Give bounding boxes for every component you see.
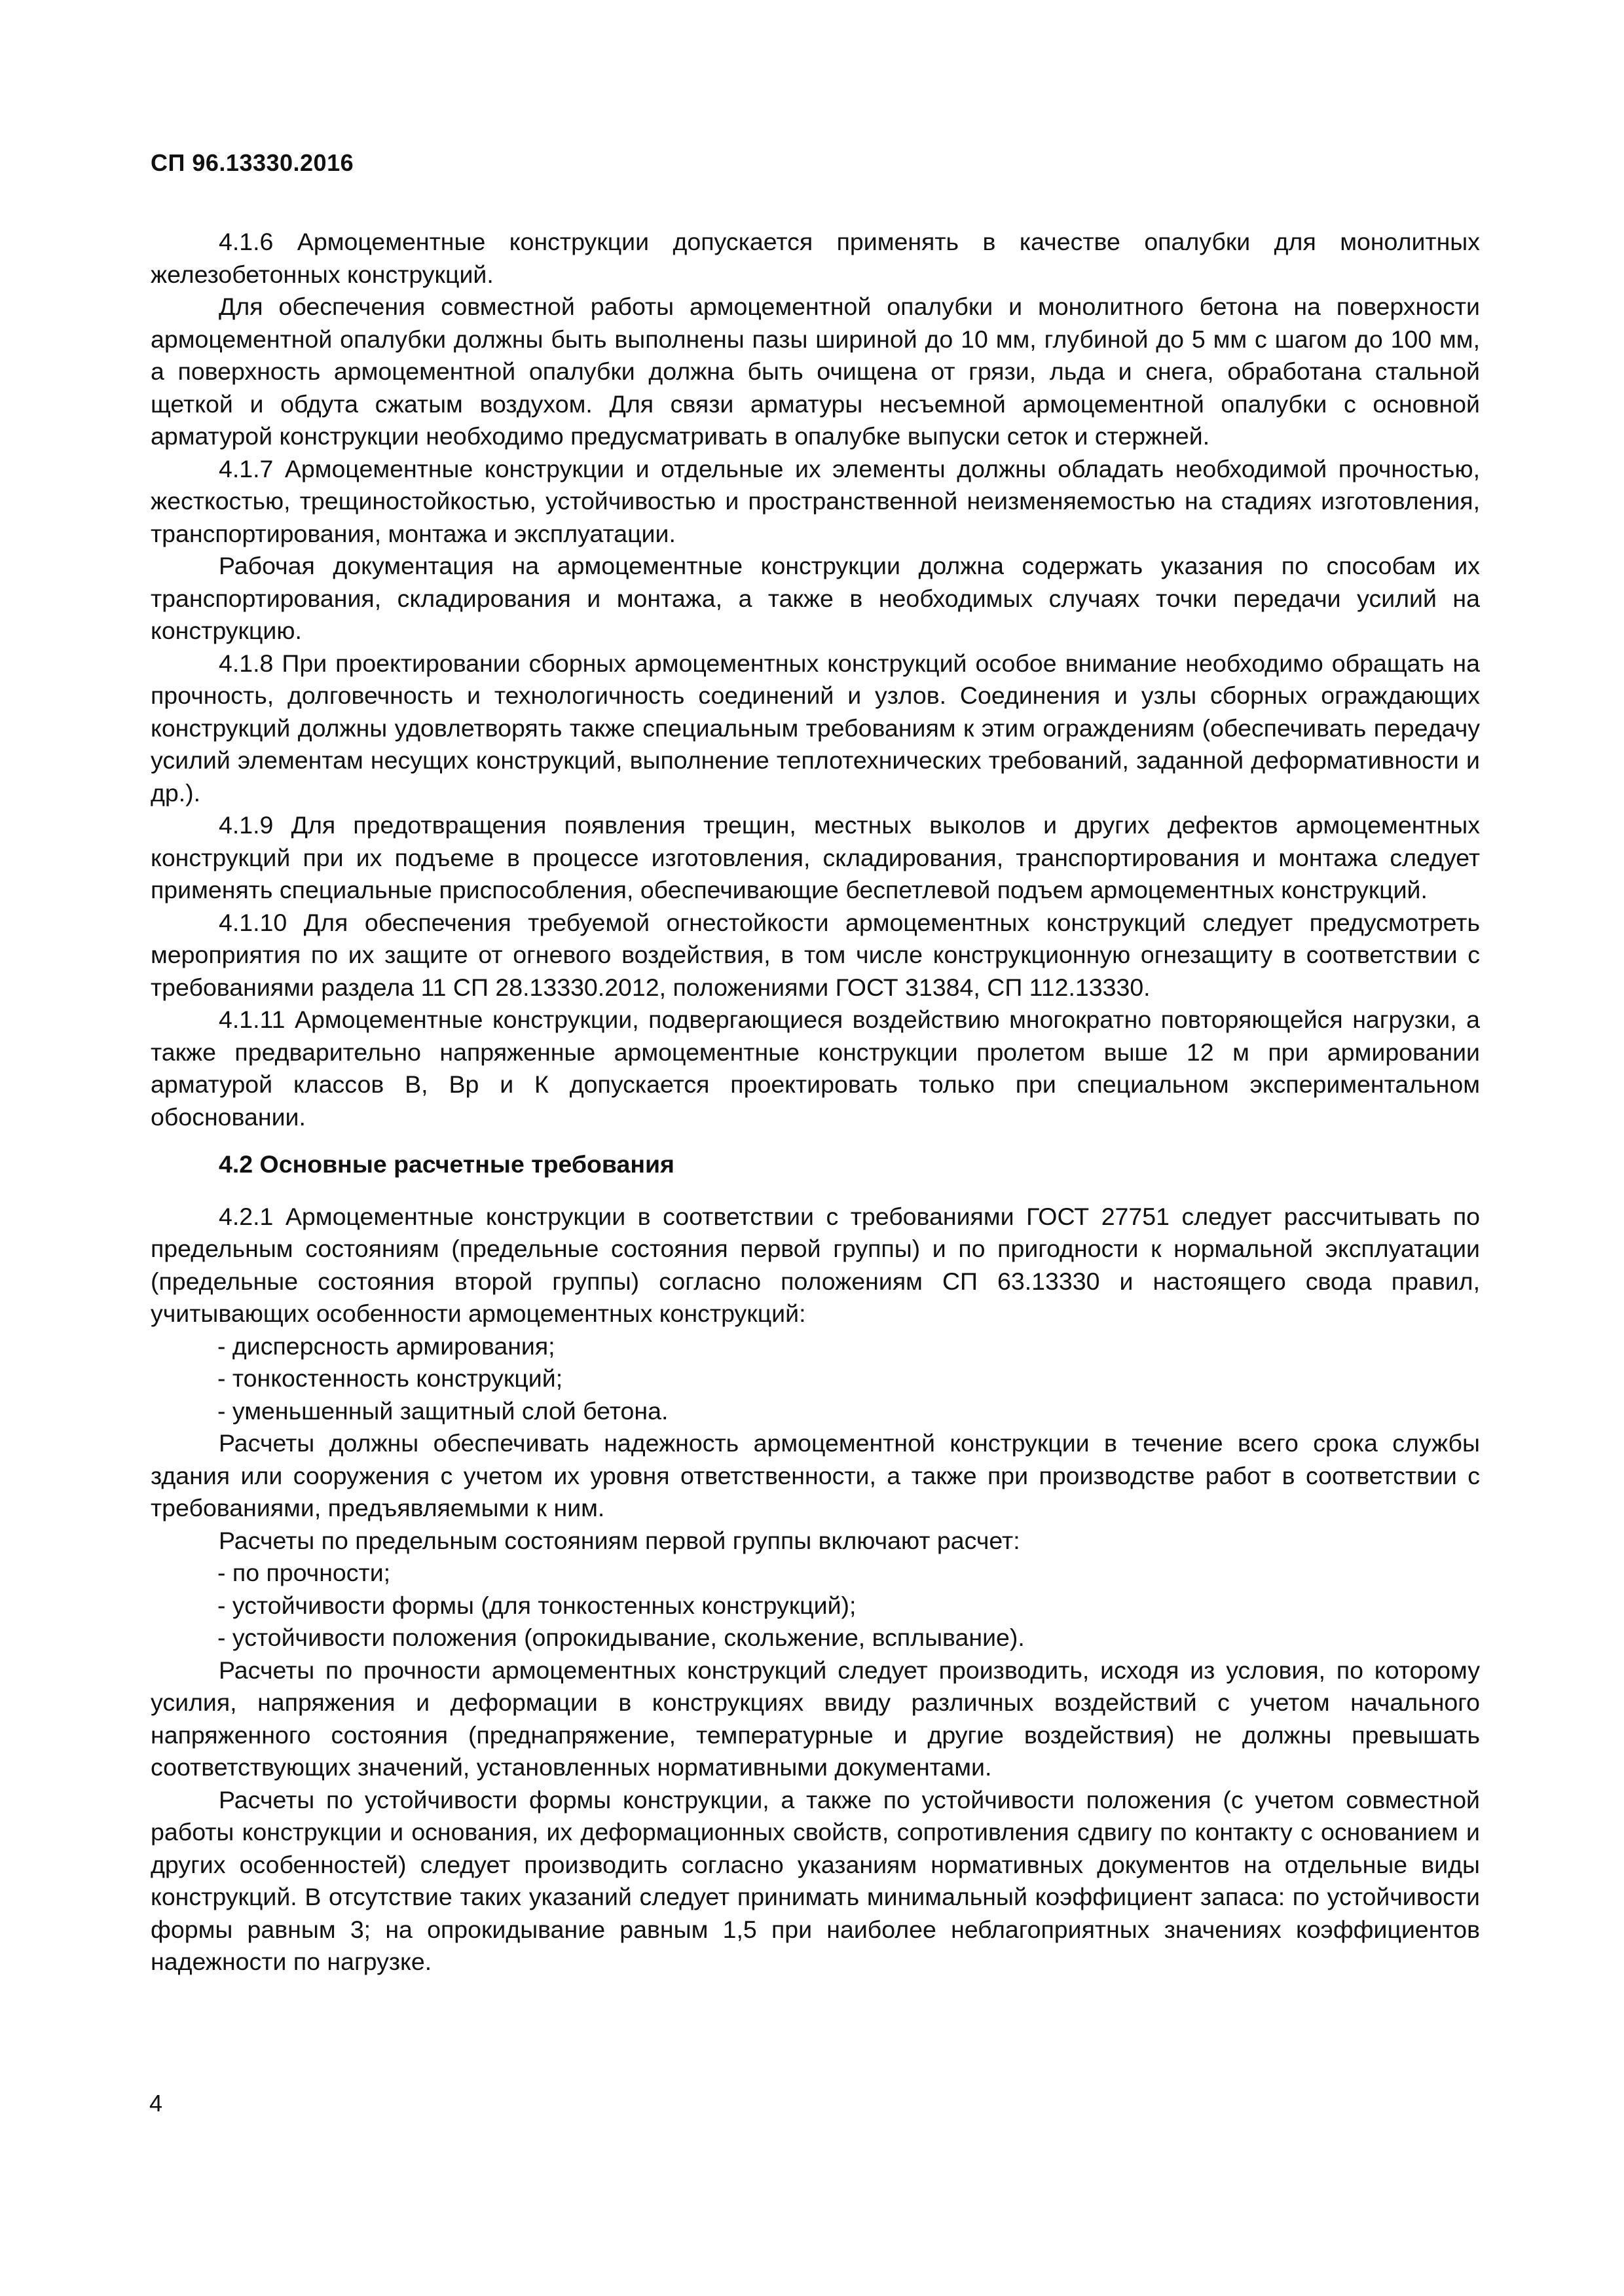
list-item: - устойчивости положения (опрокидывание, скольжение, всплывание).	[217, 1624, 1025, 1651]
list-item: - устойчивости формы (для тонкостенных конструкций);	[217, 1591, 857, 1619]
list-item: - по прочности;	[217, 1559, 391, 1586]
document-code-header: СП 96.13330.2016	[151, 149, 354, 176]
paragraph-strength-calculations: Расчеты по прочности армоцементных конструкций следует производить, исходя из условия, по которому усилия, напряжения и деформации в конструкциях ввиду различных воздействий с учетом начального напряженного состояния (преднапряжение, температурные и другие воздействия) не должны превышать соответствующих значений, установленных нормативными документами.	[151, 1656, 1480, 1781]
list-item: - уменьшенный защитный слой бетона.	[217, 1396, 669, 1425]
list-item: - дисперсность армирования;	[217, 1332, 555, 1360]
paragraph-first-group-calculations: Расчеты по предельным состояниям первой группы включают расчет:	[219, 1526, 1020, 1554]
page-number: 4	[149, 2090, 163, 2117]
paragraph-4-1-9: 4.1.9 Для предотвращения появления трещин, местных выколов и других дефектов армоцементных конструкций при их подъеме в процессе изготовления, складирования, транспортирования и монтажа следует применять специальные приспособления, обеспечивающие беспетлевой подъем армоцементных конструкций.	[151, 811, 1480, 903]
paragraph-4-1-10: 4.1.10 Для обеспечения требуемой огнестойкости армоцементных конструкций следует предусмотреть мероприятия по их защите от огневого воздействия, в том числе конструкционную огнезащиту в соответствии с требованиями раздела 11 СП 28.13330.2012, положениями ГОСТ 31384, СП 112.13330.	[151, 908, 1480, 1001]
paragraph-reliability: Расчеты должны обеспечивать надежность армоцементной конструкции в течение всего срока службы здания или сооружения с учетом их уровня ответственности, а также при производстве работ в соответствии с требованиями, предъявляемыми к ним.	[151, 1429, 1480, 1522]
paragraph-stability-calculations: Расчеты по устойчивости формы конструкции, а также по устойчивости положения (с учетом совместной работы конструкции и основания, их деформационных свойств, сопротивления сдвигу по контакту с основанием и других особенностей) следует производить согласно указаниям нормативных документов на отдельные виды конструкций. В отсутствие таких указаний следует принимать минимальный коэффициент запаса: по устойчивости формы равным 3; на опрокидывание равным 1,5 при наиболее неблагоприятных значениях коэффициентов надежности по нагрузке.	[151, 1785, 1480, 1975]
paragraph-4-1-7: 4.1.7 Армоцементные конструкции и отдельные их элементы должны обладать необходимой прочностью, жесткостью, трещиностойкостью, устойчивостью и пространственной неизменяемостью на стадиях изготовления, транспортирования, монтажа и эксплуатации.	[151, 454, 1480, 547]
paragraph-4-2-1: 4.2.1 Армоцементные конструкции в соответствии с требованиями ГОСТ 27751 следует рассчитывать по предельным состояниям (предельные состояния первой группы) и по пригодности к нормальной эксплуатации (предельные состояния второй группы) согласно положениям СП 63.13330 и настоящего свода правил, учитывающих особенности армоцементных конструкций:	[151, 1202, 1480, 1327]
document-body	[151, 226, 1480, 1978]
list-item: - тонкостенность конструкций;	[217, 1364, 563, 1392]
paragraph-4-1-11: 4.1.11 Армоцементные конструкции, подвергающиеся воздействию многократно повторяющейся нагрузки, а также предварительно напряженные армоцементные конструкции пролетом выше 12 м при армировании арматурой классов В, Вр и К допускается проектировать только при специальном экспериментальном обосновании.	[151, 1006, 1480, 1131]
paragraph-4-1-6: 4.1.6 Армоцементные конструкции допускается применять в качестве опалубки для монолитных железобетонных конструкций.	[151, 228, 1480, 288]
paragraph-formwork-grooves: Для обеспечения совместной работы армоцементной опалубки и монолитного бетона на поверхности армоцементной опалубки должны быть выполнены пазы шириной до 10 мм, глубиной до 5 мм с шагом до 100 мм, а поверхность армоцементной опалубки должна быть очищена от грязи, льда и снега, обработана стальной щеткой и обдута сжатым воздухом. Для связи арматуры несъемной армоцементной опалубки с основной арматурой конструкции необходимо предусматривать в опалубке выпуски сеток и стержней.	[151, 293, 1480, 450]
section-heading-4-2: 4.2 Основные расчетные требования	[219, 1150, 674, 1178]
paragraph-4-1-8: 4.1.8 При проектировании сборных армоцементных конструкций особое внимание необходимо обращать на прочность, долговечность и технологичность соединений и узлов. Соединения и узлы сборных ограждающих конструкций должны удовлетворять также специальным требованиям к этим ограждениям (обеспечивать передачу усилий элементам несущих конструкций, выполнение теплотехнических требований, заданной деформативности и др.).	[151, 649, 1480, 807]
paragraph-working-documentation: Рабочая документация на армоцементные конструкции должна содержать указания по способам их транспортирования, складирования и монтажа, а также в необходимых случаях точки передачи усилий на конструкцию.	[151, 552, 1480, 644]
